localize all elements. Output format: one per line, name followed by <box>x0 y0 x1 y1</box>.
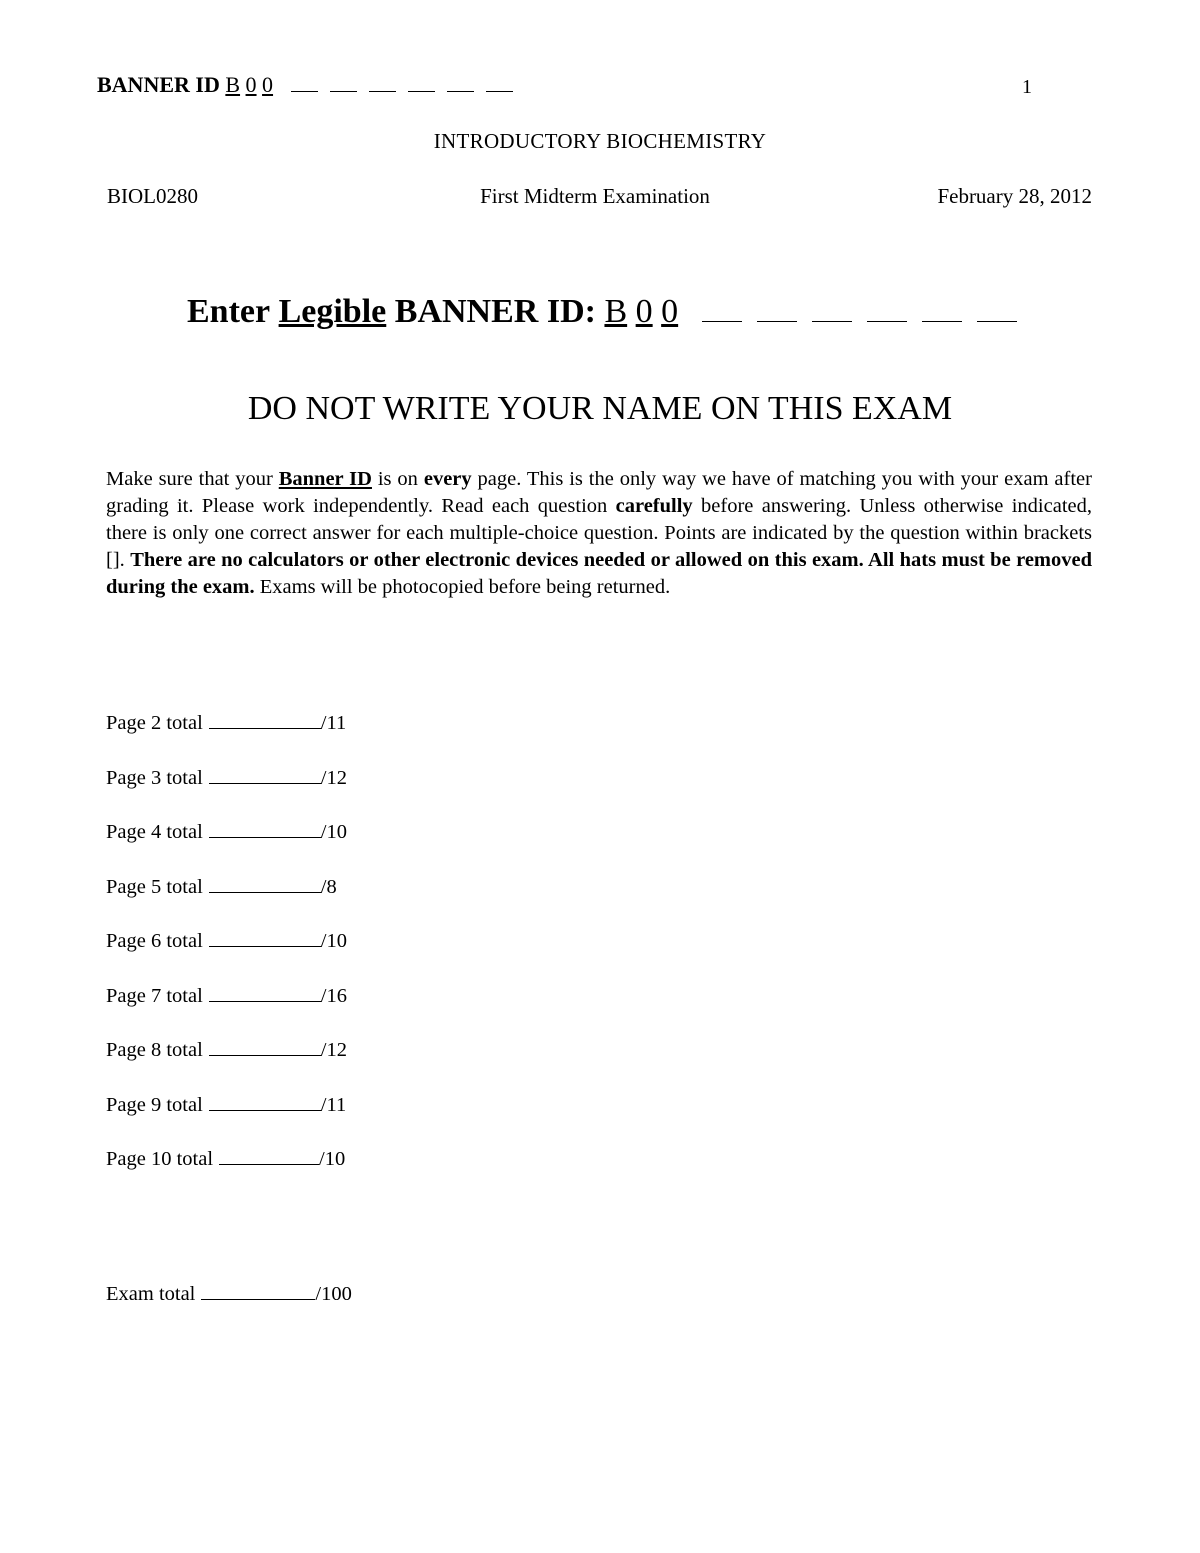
exam-name: First Midterm Examination <box>480 184 710 208</box>
banner-id-prefix-0a: 0 <box>245 72 257 97</box>
banner-id-label: BANNER ID <box>97 72 220 97</box>
instructions-paragraph <box>106 466 1092 601</box>
score-max: /10 <box>320 821 347 843</box>
legible-text: Legible <box>278 293 387 330</box>
score-blank[interactable] <box>209 710 321 729</box>
banner-entry-blank[interactable] <box>867 295 907 322</box>
enter-text: Enter <box>187 293 271 330</box>
score-max: /11 <box>320 1094 347 1116</box>
instr-text: page. This is the only way we have of matching you with your exam after grading it. Please work independently. Read each question <box>106 468 1092 517</box>
score-blank[interactable] <box>209 983 321 1002</box>
score-max: /11 <box>320 712 347 734</box>
score-row <box>106 1146 345 1171</box>
score-row <box>106 928 347 953</box>
exam-total-row <box>106 1281 352 1306</box>
score-row <box>106 1092 346 1117</box>
score-row <box>106 874 337 899</box>
score-blank[interactable] <box>209 874 321 893</box>
instr-rules: There are no calculators or other electronic devices needed or allowed on this exam. All hats must be removed during the exam. <box>106 549 1092 598</box>
instr-text: is on <box>371 468 424 490</box>
banner-id-blank[interactable] <box>330 73 357 92</box>
score-row <box>106 983 347 1008</box>
course-code: BIOL0280 <box>107 184 198 208</box>
score-label: Page 5 total <box>106 876 203 898</box>
score-label: Page 2 total <box>106 712 203 734</box>
score-blank[interactable] <box>209 1037 321 1056</box>
score-max: /16 <box>320 985 347 1007</box>
score-max: /10 <box>319 1148 346 1170</box>
score-blank[interactable] <box>219 1146 319 1165</box>
banner-id-entry-label: BANNER ID: <box>394 293 596 330</box>
score-max: /12 <box>320 767 347 789</box>
banner-id-blank[interactable] <box>447 73 474 92</box>
score-blank[interactable] <box>209 928 321 947</box>
score-label: Page 9 total <box>106 1094 203 1116</box>
instr-text: Exams will be photocopied before being returned. <box>254 576 671 598</box>
banner-entry-blank[interactable] <box>812 295 852 322</box>
banner-entry-prefix-0a: 0 <box>635 293 653 330</box>
instr-banner-id: Banner ID <box>278 468 372 490</box>
course-title: INTRODUCTORY BIOCHEMISTRY <box>433 129 767 153</box>
score-row <box>106 710 346 735</box>
score-max: /8 <box>320 876 337 898</box>
score-max: /12 <box>320 1039 347 1061</box>
score-max: /10 <box>320 930 347 952</box>
exam-total-blank[interactable] <box>201 1281 315 1300</box>
score-row <box>106 765 347 790</box>
instr-every: every <box>423 468 472 490</box>
banner-entry-blank[interactable] <box>977 295 1017 322</box>
exam-date: February 28, 2012 <box>937 184 1092 208</box>
banner-entry-prefix-0b: 0 <box>661 293 679 330</box>
banner-entry-blank[interactable] <box>922 295 962 322</box>
score-blank[interactable] <box>209 1092 321 1111</box>
score-label: Page 6 total <box>106 930 203 952</box>
exam-total-label: Exam total <box>106 1283 196 1305</box>
score-label: Page 10 total <box>106 1148 214 1170</box>
banner-id-blank[interactable] <box>486 73 513 92</box>
banner-id-blank[interactable] <box>408 73 435 92</box>
banner-entry-prefix-b: B <box>604 293 628 330</box>
banner-id-prefix-b: B <box>225 72 241 97</box>
banner-id-prefix-0b: 0 <box>262 72 274 97</box>
banner-entry-blank[interactable] <box>757 295 797 322</box>
no-name-warning: DO NOT WRITE YOUR NAME ON THIS EXAM <box>247 390 953 427</box>
exam-total-max: /100 <box>315 1283 352 1305</box>
instr-text: before answering. Unless otherwise indicated, there is only one correct answer for each multiple-choice question. Points are indicated by the question within brackets []. <box>106 495 1092 571</box>
score-label: Page 3 total <box>106 767 203 789</box>
score-label: Page 4 total <box>106 821 203 843</box>
instr-text: Make sure that your <box>106 468 279 490</box>
score-blank[interactable] <box>209 765 321 784</box>
instr-carefully: carefully <box>615 495 693 517</box>
banner-id-blank[interactable] <box>369 73 396 92</box>
banner-id-entry <box>187 293 1017 331</box>
banner-id-blank[interactable] <box>291 73 318 92</box>
score-label: Page 7 total <box>106 985 203 1007</box>
page-number: 1 <box>1022 76 1032 98</box>
score-row <box>106 819 347 844</box>
banner-entry-blank[interactable] <box>702 295 742 322</box>
score-row <box>106 1037 347 1062</box>
score-label: Page 8 total <box>106 1039 203 1061</box>
score-blank[interactable] <box>209 819 321 838</box>
header-banner-id <box>97 72 513 98</box>
